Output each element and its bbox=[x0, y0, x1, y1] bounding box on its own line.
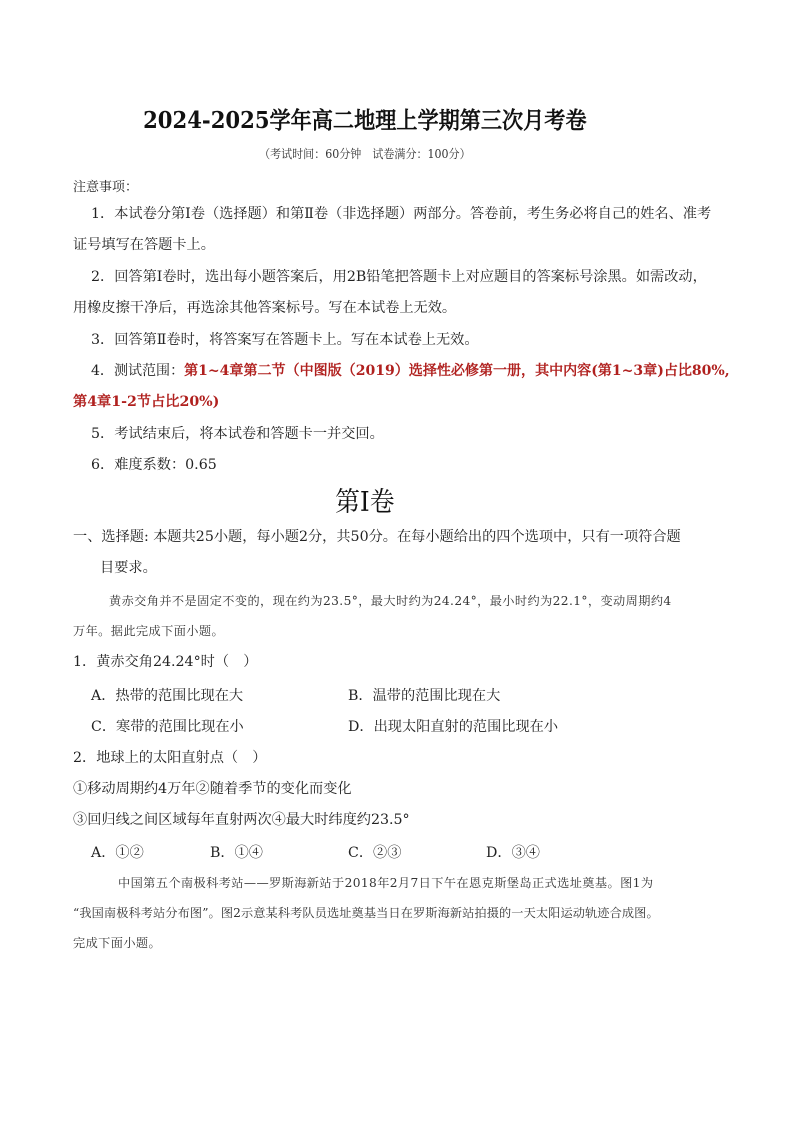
notice-6: 6．难度系数：0.65 bbox=[91, 457, 217, 473]
passage-1: 黄赤交角并不是固定不变的，现在约为23.5°，最大时约为24.24°，最小时约为22.1°，变动周期约4 bbox=[109, 594, 672, 608]
notice-4-scope: 第1~4章第二节（中图版（2019）选择性必修第一册，其中内容(第1~3章)占比80%, bbox=[184, 363, 730, 379]
passage-1-cont: 万年。据此完成下面小题。 bbox=[73, 624, 225, 638]
notice-3: 3．回答第Ⅱ卷时，将答案写在答题卡上。写在本试卷上无效。 bbox=[91, 332, 479, 348]
notice-5: 5．考试结束后，将本试卷和答题卡一并交回。 bbox=[91, 426, 384, 442]
q2-option-d: D．③④ bbox=[486, 845, 540, 861]
passage-2-end: 完成下面小题。 bbox=[73, 936, 162, 950]
notice-4-scope-cont: 第4章1-2节占比20%) bbox=[73, 394, 220, 410]
q1-option-a: A．热带的范围比现在大 bbox=[91, 688, 244, 704]
q1-option-b: B．温带的范围比现在大 bbox=[348, 688, 501, 704]
section-title: 第Ⅰ卷 bbox=[335, 487, 395, 518]
notice-4 bbox=[91, 361, 730, 381]
notice-1a: 1．本试卷分第Ⅰ卷（选择题）和第Ⅱ卷（非选择题）两部分。答卷前，考生务必将自己的姓名、准考 bbox=[91, 206, 712, 222]
q2-option-c: C．②③ bbox=[348, 845, 402, 861]
notice-label: 注意事项： bbox=[73, 180, 139, 195]
q2-statement-2: ③回归线之间区域每年直射两次④最大时纬度约23.5° bbox=[73, 812, 410, 828]
q2-option-a: A．①② bbox=[91, 845, 144, 861]
notice-1b: 证号填写在答题卡上。 bbox=[73, 237, 215, 253]
q1-stem: 1．黄赤交角24.24°时（ ） bbox=[73, 654, 258, 670]
q1-option-d: D．出现太阳直射的范围比现在小 bbox=[348, 719, 559, 735]
passage-2: 中国第五个南极科考站——罗斯海新站于2018年2月7日下午在恩克斯堡岛正式选址奠基。图1为 bbox=[118, 876, 654, 890]
exam-subtitle: （考试时间：60分钟 试卷满分：100分） bbox=[259, 147, 471, 161]
notice-2b: 用橡皮擦干净后，再选涂其他答案标号。写在本试卷上无效。 bbox=[73, 300, 457, 316]
passage-2-cont: “我国南极科考站分布图”。图2示意某科考队员选址奠基当日在罗斯海新站拍摄的一天太阳运动轨迹合成图。 bbox=[73, 906, 659, 920]
notice-4-prefix: 4．测试范围： bbox=[91, 363, 185, 379]
part1-instruction-cont: 目要求。 bbox=[100, 560, 157, 576]
notice-2a: 2．回答第Ⅰ卷时，选出每小题答案后，用2B铅笔把答题卡上对应题目的答案标号涂黑。如需改动， bbox=[91, 269, 707, 285]
q2-option-b: B．①④ bbox=[210, 845, 263, 861]
q2-stem: 2．地球上的太阳直射点（ ） bbox=[73, 750, 267, 766]
q1-option-c: C．寒带的范围比现在小 bbox=[91, 719, 244, 735]
part1-instruction: 一、选择题: 本题共25小题，每小题2分，共50分。在每小题给出的四个选项中，只有一项符合题 bbox=[73, 529, 681, 545]
exam-title: 2024-2025学年高二地理上学期第三次月考卷 bbox=[143, 107, 587, 134]
q2-statement-1: ①移动周期约4万年②随着季节的变化而变化 bbox=[73, 781, 352, 797]
